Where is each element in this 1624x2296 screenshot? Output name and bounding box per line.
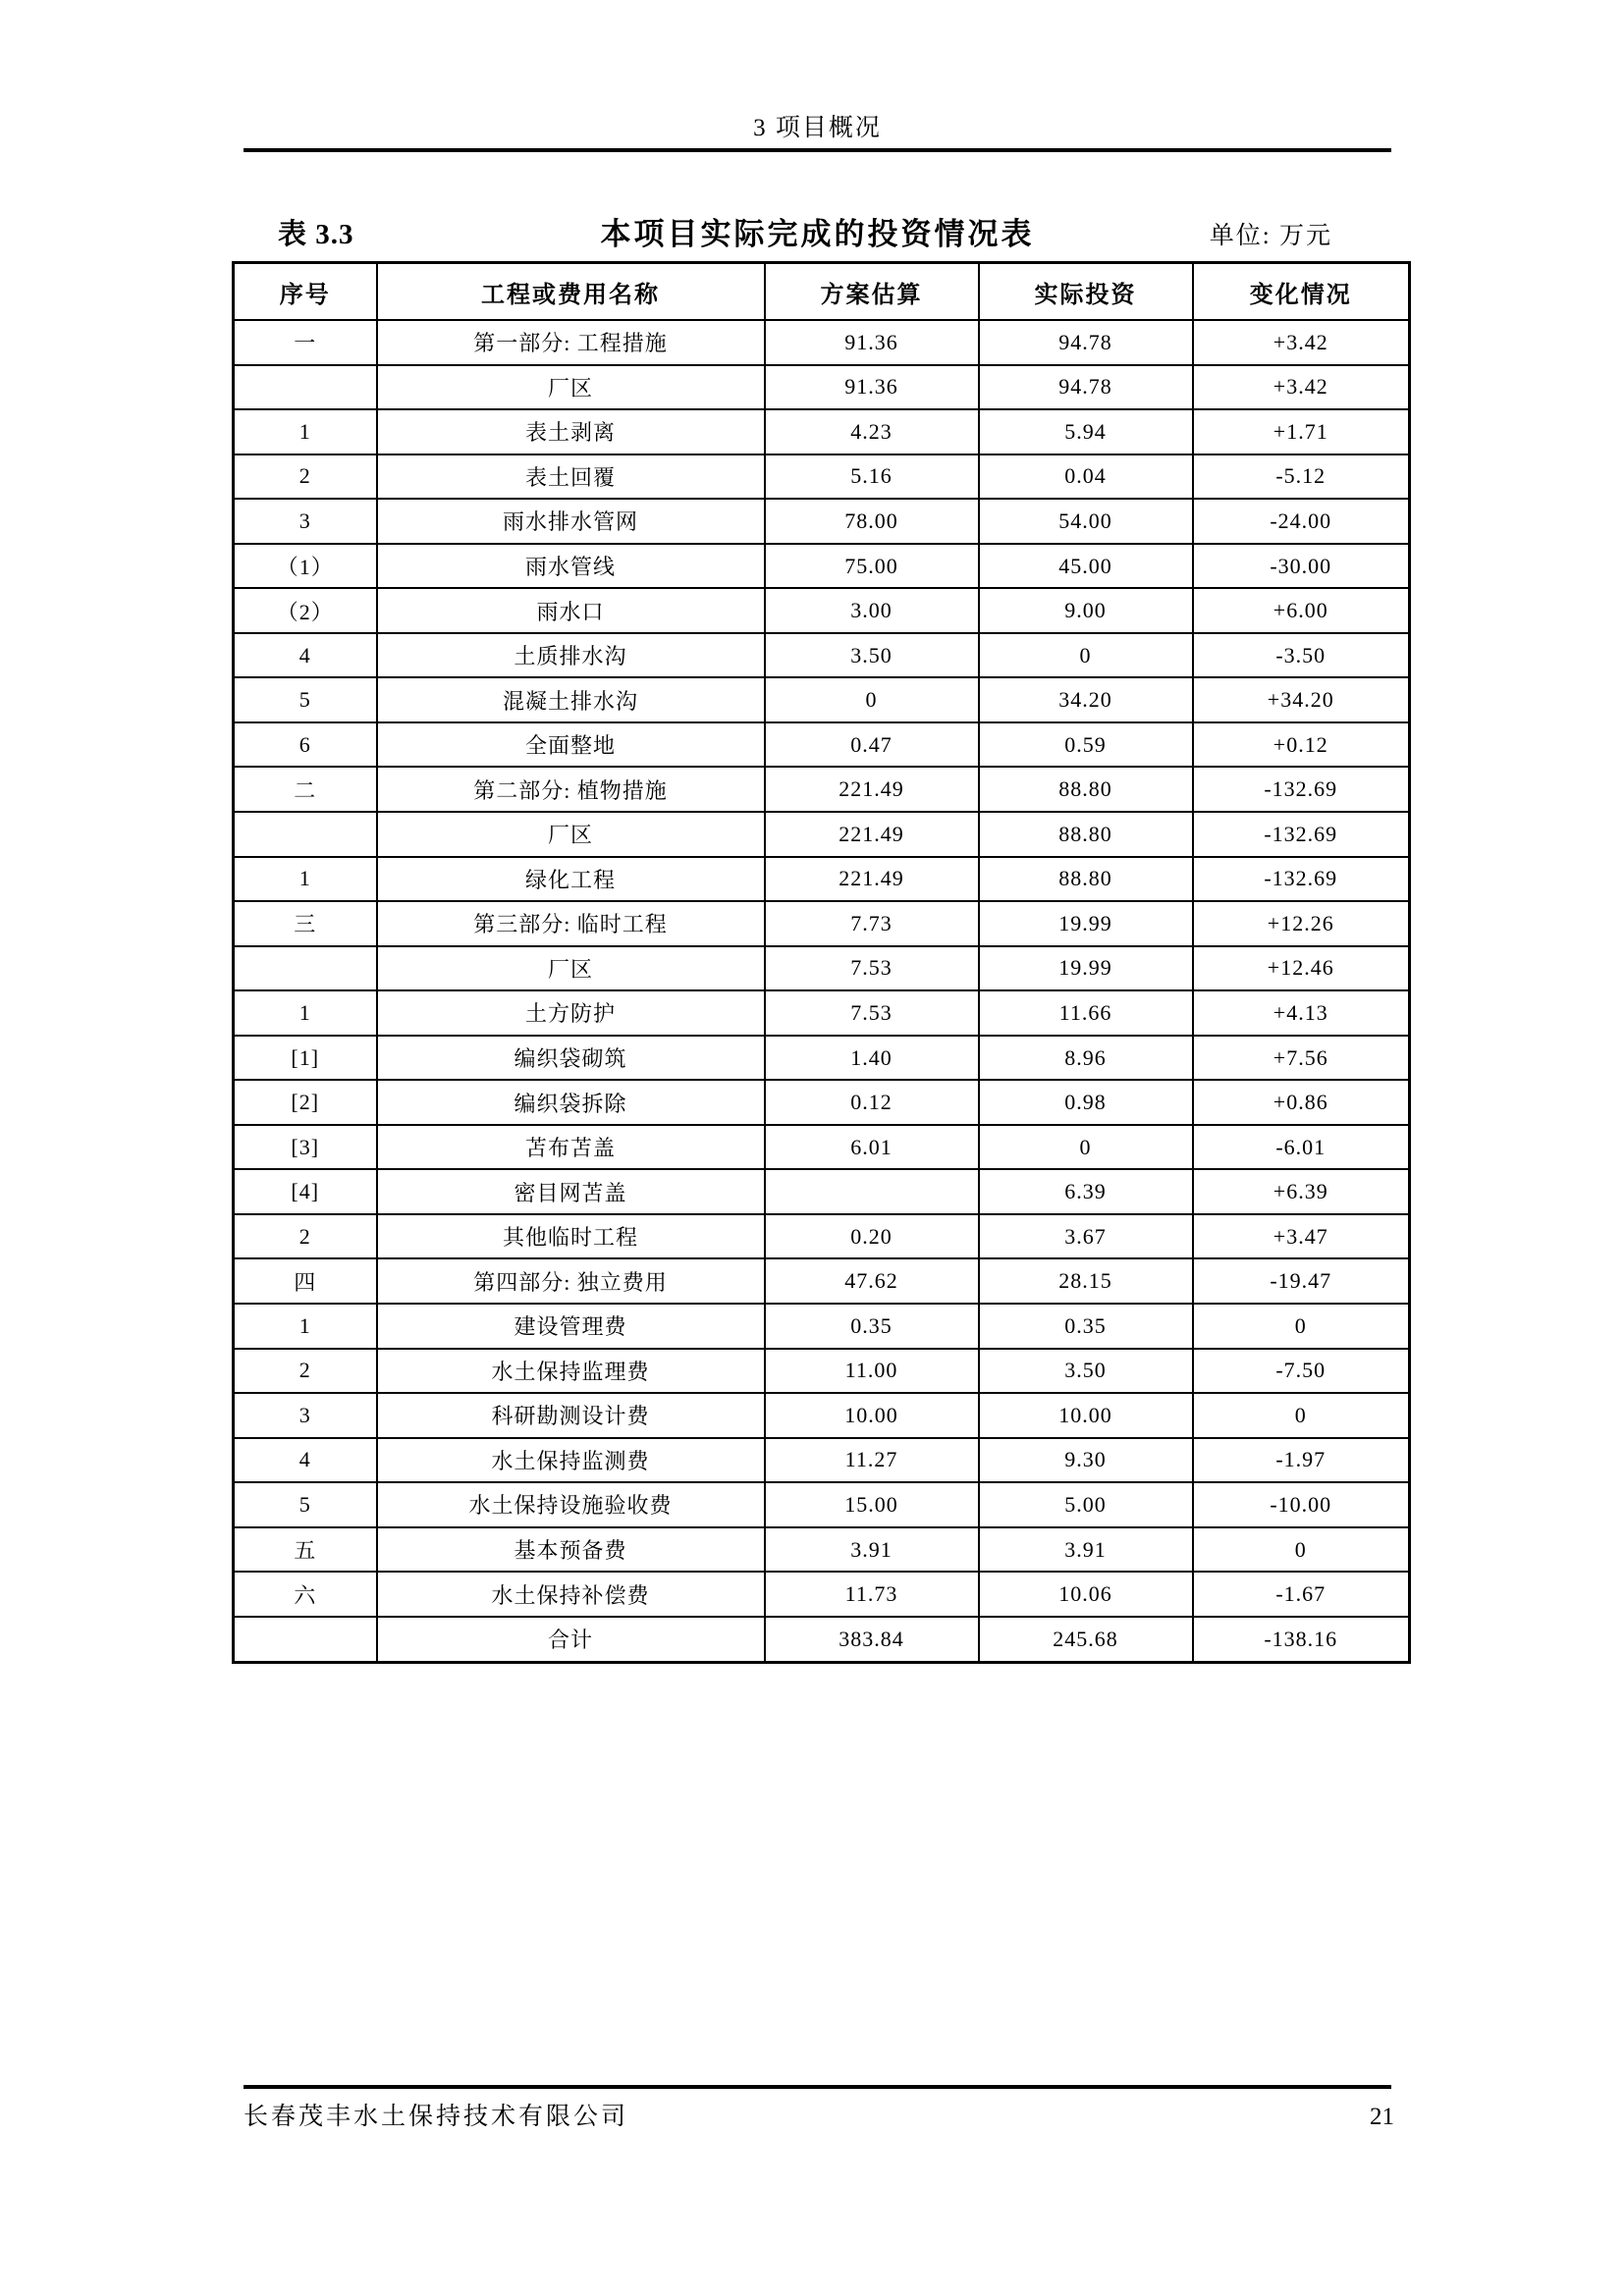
table-row xyxy=(234,320,1410,365)
table-cell: 54.00 xyxy=(979,499,1193,544)
table-cell: +7.56 xyxy=(1193,1036,1410,1081)
table-cell: 9.30 xyxy=(979,1438,1193,1483)
table-cell: 水土保持监理费 xyxy=(377,1349,765,1394)
table-cell: 11.73 xyxy=(765,1572,979,1617)
table-row xyxy=(234,946,1410,991)
table-row xyxy=(234,901,1410,946)
table-cell: 0.35 xyxy=(979,1304,1193,1349)
table-cell xyxy=(234,946,377,991)
table-row xyxy=(234,365,1410,410)
table-cell: 2 xyxy=(234,454,377,500)
table-unit-note: 单位: 万元 xyxy=(1209,223,1332,249)
table-body xyxy=(234,320,1410,1663)
table-cell: 表土回覆 xyxy=(377,454,765,500)
column-header-actual-investment: 实际投资 xyxy=(979,263,1193,321)
table-cell: [4] xyxy=(234,1169,377,1214)
table-cell: +0.12 xyxy=(1193,722,1410,768)
table-cell: 基本预备费 xyxy=(377,1527,765,1573)
table-cell: 编织袋砌筑 xyxy=(377,1036,765,1081)
page-footer xyxy=(244,2097,1394,2132)
footer-rule xyxy=(244,2085,1391,2089)
table-row xyxy=(234,1349,1410,1394)
table-cell: 4 xyxy=(234,633,377,678)
table-cell: 3.91 xyxy=(765,1527,979,1573)
table-cell: 科研勘测设计费 xyxy=(377,1393,765,1438)
table-cell: 7.73 xyxy=(765,901,979,946)
table-cell: 3 xyxy=(234,1393,377,1438)
table-cell: 五 xyxy=(234,1527,377,1573)
table-cell: 78.00 xyxy=(765,499,979,544)
table-row xyxy=(234,990,1410,1036)
table-row xyxy=(234,767,1410,812)
table-row xyxy=(234,1036,1410,1081)
table-cell: 245.68 xyxy=(979,1617,1193,1663)
table-cell: 7.53 xyxy=(765,946,979,991)
table-cell: 三 xyxy=(234,901,377,946)
table-cell: 11.00 xyxy=(765,1349,979,1394)
footer-page-number: 21 xyxy=(1370,2104,1394,2130)
table-cell: 六 xyxy=(234,1572,377,1617)
table-cell: [3] xyxy=(234,1125,377,1170)
table-cell: 19.99 xyxy=(979,946,1193,991)
table-cell: -3.50 xyxy=(1193,633,1410,678)
table-cell: 0 xyxy=(1193,1393,1410,1438)
table-cell: 混凝土排水沟 xyxy=(377,677,765,722)
table-cell: 3.91 xyxy=(979,1527,1193,1573)
table-cell: +3.42 xyxy=(1193,320,1410,365)
section-heading: 3 项目概况 xyxy=(753,115,882,141)
table-cell: 1.40 xyxy=(765,1036,979,1081)
table-cell: 3.67 xyxy=(979,1214,1193,1259)
table-cell: 1 xyxy=(234,857,377,902)
table-cell xyxy=(765,1169,979,1214)
table-cell: 383.84 xyxy=(765,1617,979,1663)
table-row xyxy=(234,499,1410,544)
table-cell: 雨水排水管网 xyxy=(377,499,765,544)
table-cell: 88.80 xyxy=(979,857,1193,902)
table-row xyxy=(234,1169,1410,1214)
table-cell: 0.47 xyxy=(765,722,979,768)
table-cell: 3.50 xyxy=(979,1349,1193,1394)
table-cell: -10.00 xyxy=(1193,1482,1410,1527)
table-cell: 5.94 xyxy=(979,409,1193,454)
table-cell: 第一部分: 工程措施 xyxy=(377,320,765,365)
table-cell: 221.49 xyxy=(765,857,979,902)
table-cell: 6.39 xyxy=(979,1169,1193,1214)
table-cell: 0 xyxy=(765,677,979,722)
table-cell: 9.00 xyxy=(979,588,1193,633)
table-cell: 3 xyxy=(234,499,377,544)
table-cell: +34.20 xyxy=(1193,677,1410,722)
table-cell: 1 xyxy=(234,409,377,454)
table-cell: +6.39 xyxy=(1193,1169,1410,1214)
table-cell: 雨水管线 xyxy=(377,544,765,589)
table-row xyxy=(234,1527,1410,1573)
table-label: 表 3.3 xyxy=(278,219,354,250)
table-cell: 其他临时工程 xyxy=(377,1214,765,1259)
table-cell: -132.69 xyxy=(1193,857,1410,902)
table-header-row xyxy=(234,263,1410,321)
table-cell: 绿化工程 xyxy=(377,857,765,902)
table-cell: 10.00 xyxy=(979,1393,1193,1438)
table-cell: -138.16 xyxy=(1193,1617,1410,1663)
table-cell: -132.69 xyxy=(1193,812,1410,857)
table-cell: 0 xyxy=(1193,1304,1410,1349)
table-row xyxy=(234,722,1410,768)
table-cell: 19.99 xyxy=(979,901,1193,946)
table-cell: 建设管理费 xyxy=(377,1304,765,1349)
table-cell: 土质排水沟 xyxy=(377,633,765,678)
table-cell: 厂区 xyxy=(377,365,765,410)
table-cell: +12.26 xyxy=(1193,901,1410,946)
table-cell: （1） xyxy=(234,544,377,589)
table-cell: 0.20 xyxy=(765,1214,979,1259)
table-cell: -132.69 xyxy=(1193,767,1410,812)
table-row xyxy=(234,1125,1410,1170)
column-header-plan-estimate: 方案估算 xyxy=(765,263,979,321)
table-cell: 4.23 xyxy=(765,409,979,454)
table-cell: 土方防护 xyxy=(377,990,765,1036)
table-cell: -19.47 xyxy=(1193,1258,1410,1304)
table-cell: （2） xyxy=(234,588,377,633)
table-cell: 221.49 xyxy=(765,812,979,857)
table-cell: 2 xyxy=(234,1214,377,1259)
table-cell: 8.96 xyxy=(979,1036,1193,1081)
table-cell: 3.50 xyxy=(765,633,979,678)
table-cell: 苫布苫盖 xyxy=(377,1125,765,1170)
table-cell: 编织袋拆除 xyxy=(377,1080,765,1125)
table-cell: 水土保持监测费 xyxy=(377,1438,765,1483)
table-cell: [2] xyxy=(234,1080,377,1125)
table-cell: 2 xyxy=(234,1349,377,1394)
table-cell: 5 xyxy=(234,1482,377,1527)
table-cell: 75.00 xyxy=(765,544,979,589)
table-cell: 0 xyxy=(979,1125,1193,1170)
table-cell: -24.00 xyxy=(1193,499,1410,544)
table-cell: 47.62 xyxy=(765,1258,979,1304)
table-cell: 四 xyxy=(234,1258,377,1304)
investment-table xyxy=(232,261,1411,1664)
table-cell xyxy=(234,812,377,857)
table-cell: 45.00 xyxy=(979,544,1193,589)
column-header-item-name: 工程或费用名称 xyxy=(377,263,765,321)
table-cell: +1.71 xyxy=(1193,409,1410,454)
table-cell: 91.36 xyxy=(765,320,979,365)
table-cell: -7.50 xyxy=(1193,1349,1410,1394)
column-header-change: 变化情况 xyxy=(1193,263,1410,321)
table-cell: -30.00 xyxy=(1193,544,1410,589)
table-cell: 密目网苫盖 xyxy=(377,1169,765,1214)
table-cell: 表土剥离 xyxy=(377,409,765,454)
table-row xyxy=(234,1214,1410,1259)
table-row xyxy=(234,1304,1410,1349)
table-cell: 0.12 xyxy=(765,1080,979,1125)
table-cell: 11.27 xyxy=(765,1438,979,1483)
table-row xyxy=(234,1393,1410,1438)
table-cell: -6.01 xyxy=(1193,1125,1410,1170)
table-row xyxy=(234,454,1410,500)
table-cell: 6 xyxy=(234,722,377,768)
table-cell: 4 xyxy=(234,1438,377,1483)
table-row xyxy=(234,1438,1410,1483)
table-cell: 0 xyxy=(1193,1527,1410,1573)
table-cell: 15.00 xyxy=(765,1482,979,1527)
table-cell: 第四部分: 独立费用 xyxy=(377,1258,765,1304)
table-cell: +4.13 xyxy=(1193,990,1410,1036)
table-row xyxy=(234,544,1410,589)
table-cell: 28.15 xyxy=(979,1258,1193,1304)
table-cell: +3.42 xyxy=(1193,365,1410,410)
table-cell: 第二部分: 植物措施 xyxy=(377,767,765,812)
table-title: 本项目实际完成的投资情况表 xyxy=(600,217,1035,251)
table-caption-row xyxy=(244,206,1391,251)
footer-company: 长春茂丰水土保持技术有限公司 xyxy=(244,2104,629,2130)
column-header-seq: 序号 xyxy=(234,263,377,321)
table-cell: 一 xyxy=(234,320,377,365)
table-cell: 水土保持设施验收费 xyxy=(377,1482,765,1527)
table-cell: 7.53 xyxy=(765,990,979,1036)
table-cell: +12.46 xyxy=(1193,946,1410,991)
table-cell: 11.66 xyxy=(979,990,1193,1036)
header-rule xyxy=(244,148,1391,152)
table-cell: 二 xyxy=(234,767,377,812)
table-cell: 1 xyxy=(234,990,377,1036)
table-cell xyxy=(234,365,377,410)
table-cell: 91.36 xyxy=(765,365,979,410)
table-row xyxy=(234,857,1410,902)
table-row xyxy=(234,409,1410,454)
table-cell: 1 xyxy=(234,1304,377,1349)
table-cell: 6.01 xyxy=(765,1125,979,1170)
table-cell: 94.78 xyxy=(979,320,1193,365)
table-cell: 10.06 xyxy=(979,1572,1193,1617)
table-cell: 全面整地 xyxy=(377,722,765,768)
table-cell: -5.12 xyxy=(1193,454,1410,500)
table-cell: 5.00 xyxy=(979,1482,1193,1527)
table-cell: -1.97 xyxy=(1193,1438,1410,1483)
table-row xyxy=(234,1617,1410,1663)
table-cell: 合计 xyxy=(377,1617,765,1663)
table-cell: +0.86 xyxy=(1193,1080,1410,1125)
table-cell: 水土保持补偿费 xyxy=(377,1572,765,1617)
table-cell xyxy=(234,1617,377,1663)
table-row xyxy=(234,1080,1410,1125)
table-cell: 0.04 xyxy=(979,454,1193,500)
table-cell: 0 xyxy=(979,633,1193,678)
table-cell: 雨水口 xyxy=(377,588,765,633)
table-row xyxy=(234,633,1410,678)
table-row xyxy=(234,1572,1410,1617)
table-cell: -1.67 xyxy=(1193,1572,1410,1617)
table-cell: 厂区 xyxy=(377,812,765,857)
table-cell: 0.35 xyxy=(765,1304,979,1349)
table-cell: 221.49 xyxy=(765,767,979,812)
table-row xyxy=(234,677,1410,722)
table-row xyxy=(234,588,1410,633)
table-cell: 34.20 xyxy=(979,677,1193,722)
table-cell: +3.47 xyxy=(1193,1214,1410,1259)
table-cell: +6.00 xyxy=(1193,588,1410,633)
table-cell: [1] xyxy=(234,1036,377,1081)
table-row xyxy=(234,1482,1410,1527)
table-cell: 0.98 xyxy=(979,1080,1193,1125)
table-cell: 10.00 xyxy=(765,1393,979,1438)
table-cell: 94.78 xyxy=(979,365,1193,410)
table-cell: 88.80 xyxy=(979,812,1193,857)
table-row xyxy=(234,812,1410,857)
table-cell: 88.80 xyxy=(979,767,1193,812)
table-cell: 0.59 xyxy=(979,722,1193,768)
table-row xyxy=(234,1258,1410,1304)
table-cell: 5 xyxy=(234,677,377,722)
table-cell: 厂区 xyxy=(377,946,765,991)
table-cell: 3.00 xyxy=(765,588,979,633)
table-cell: 第三部分: 临时工程 xyxy=(377,901,765,946)
table-cell: 5.16 xyxy=(765,454,979,500)
